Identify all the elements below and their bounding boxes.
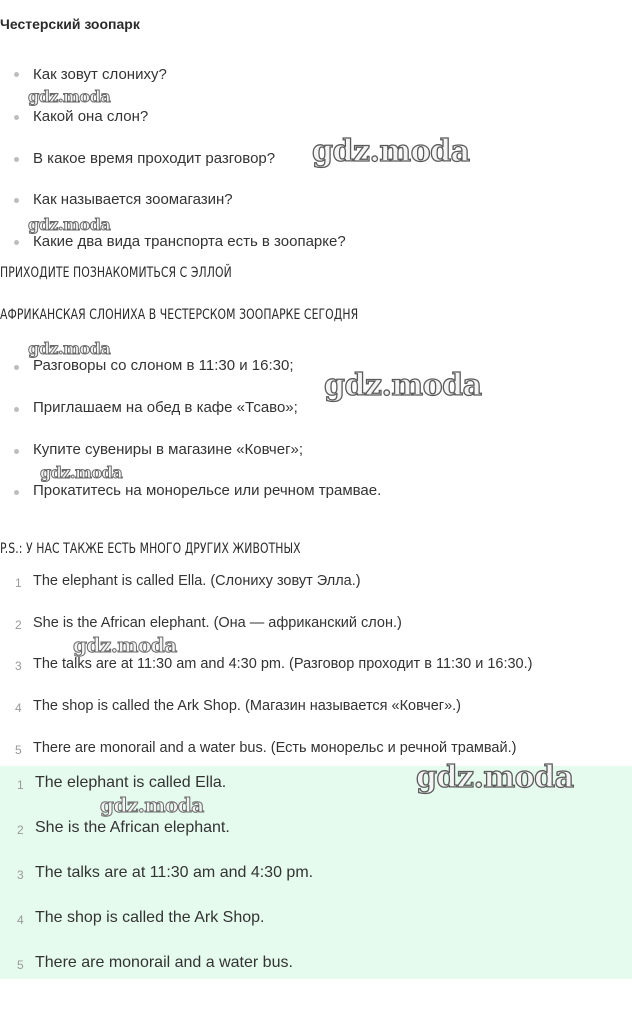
item-number: 4 — [15, 701, 22, 715]
section-heading: АФРИКАНСКАЯ СЛОНИХА В ЧЕСТЕРСКОМ ЗООПАРКЕ СЕГОДНЯ — [0, 307, 359, 323]
ps-heading: P.S.: У НАС ТАКЖЕ ЕСТЬ МНОГО ДРУГИХ ЖИВОТНЫХ — [0, 541, 301, 557]
translation-item: The shop is called the Ark Shop. (Магазин называется «Ковчег».) — [33, 698, 462, 714]
translation-item: The talks are at 11:30 am and 4:30 pm. (Разговор проходит в 11:30 и 16:30.) — [33, 656, 533, 672]
watermark: gdz.moda — [28, 87, 111, 106]
translation-item: The elephant is called Ella. (Слониху зовут Элла.) — [33, 573, 361, 589]
event-item: Купите сувениры в магазине «Ковчег»; — [33, 441, 304, 458]
event-item: Разговоры со слоном в 11:30 и 16:30; — [33, 357, 294, 374]
watermark: gdz.moda — [312, 134, 470, 169]
watermark: gdz.moda — [416, 760, 574, 795]
watermark: gdz.moda — [28, 339, 111, 358]
bullet — [14, 115, 19, 120]
answer-item: The elephant is called Ella. — [35, 774, 227, 791]
watermark: gdz.moda — [73, 633, 177, 657]
watermark: gdz.moda — [324, 368, 482, 403]
item-number: 5 — [15, 743, 22, 757]
question-item: Какой она слон? — [33, 108, 149, 125]
bullet — [14, 490, 19, 495]
item-number: 4 — [17, 913, 24, 927]
answer-item: The shop is called the Ark Shop. — [35, 909, 265, 926]
bullet — [14, 72, 19, 77]
watermark: gdz.moda — [100, 793, 204, 817]
answer-item: She is the African elephant. — [35, 819, 230, 836]
item-number: 2 — [17, 823, 24, 837]
event-item: Приглашаем на обед в кафе «Тсаво»; — [33, 399, 298, 416]
item-number: 3 — [15, 659, 22, 673]
question-item: Какие два вида транспорта есть в зоопарке? — [33, 233, 346, 250]
bullet — [14, 240, 19, 245]
event-item: Прокатитесь на монорельсе или речном трамвае. — [33, 482, 382, 499]
bullet — [14, 449, 19, 454]
item-number: 5 — [17, 958, 24, 972]
item-number: 2 — [15, 618, 22, 632]
question-item: Как называется зоомагазин? — [33, 191, 233, 208]
page-title: Честерский зоопарк — [0, 16, 140, 32]
bullet — [14, 198, 19, 203]
section-heading: ПРИХОДИТЕ ПОЗНАКОМИТЬСЯ С ЭЛЛОЙ — [0, 265, 232, 281]
item-number: 1 — [15, 576, 22, 590]
translation-item: There are monorail and a water bus. (Есть монорельс и речной трамвай.) — [33, 740, 517, 756]
question-item: Как зовут слониху? — [33, 66, 167, 83]
translation-item: She is the African elephant. (Она — африканский слон.) — [33, 615, 402, 631]
item-number: 3 — [17, 868, 24, 882]
watermark: gdz.moda — [28, 215, 111, 234]
answer-item: The talks are at 11:30 am and 4:30 pm. — [35, 864, 314, 881]
item-number: 1 — [17, 778, 24, 792]
watermark: gdz.moda — [40, 463, 123, 482]
bullet — [14, 365, 19, 370]
answer-item: There are monorail and a water bus. — [35, 954, 293, 971]
answer-block — [0, 766, 632, 979]
question-item: В какое время проходит разговор? — [33, 150, 276, 167]
bullet — [14, 157, 19, 162]
bullet — [14, 407, 19, 412]
